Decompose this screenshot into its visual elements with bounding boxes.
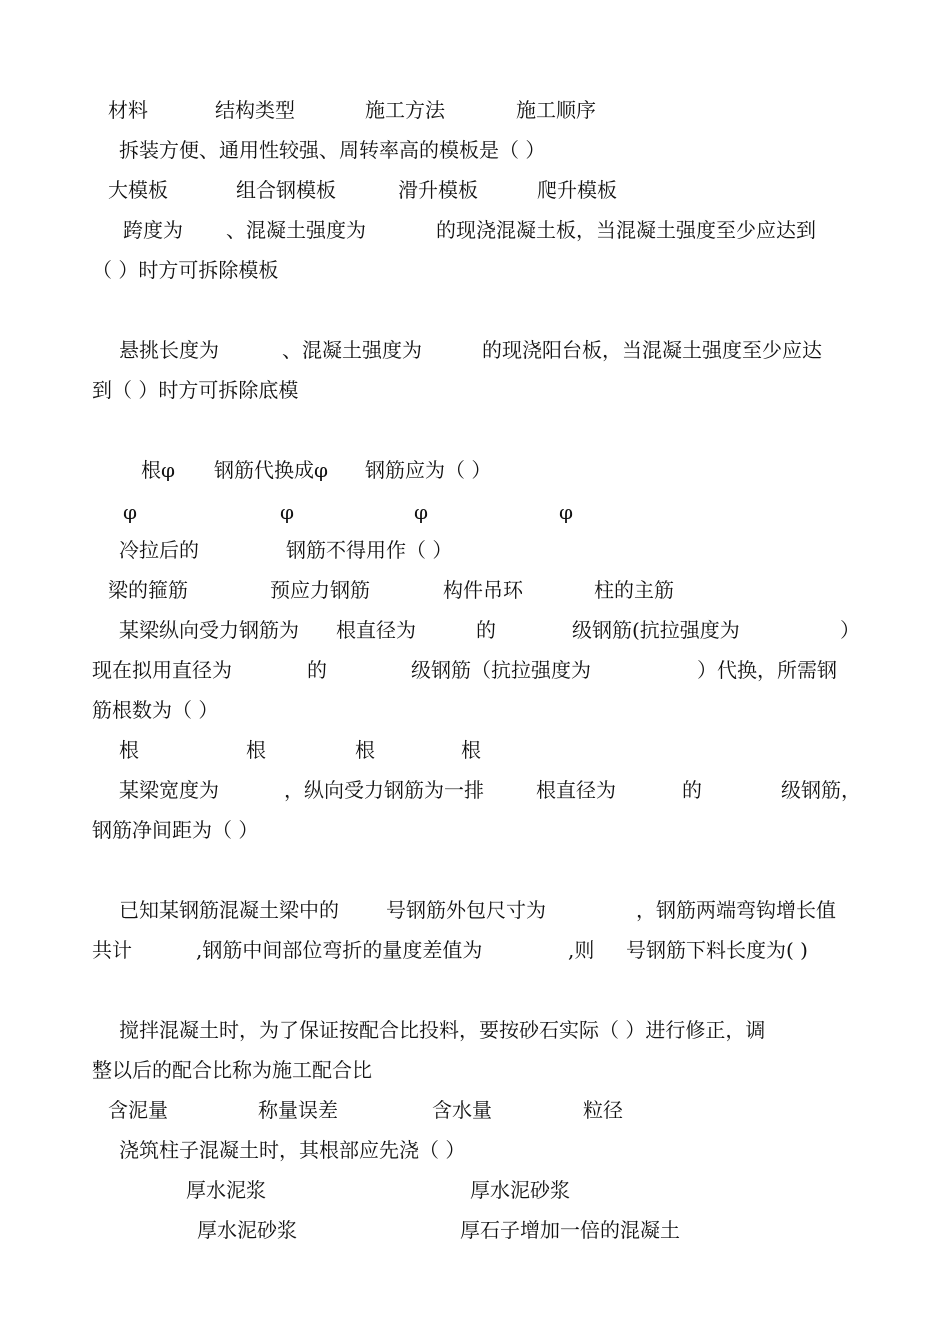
option-text: 柱的主筋 <box>594 578 674 602</box>
question-text: 某梁纵向受力钢筋为 <box>119 618 299 642</box>
question-text: ，纵向受力钢筋为一排 <box>284 778 484 802</box>
question-text: 筋根数为（ ） <box>92 698 219 722</box>
question-text: 根φ <box>141 458 176 482</box>
question-text: 钢筋不得用作（ ） <box>286 538 453 562</box>
option-text: 根 <box>355 738 375 762</box>
option-text: 爬升模板 <box>537 178 617 202</box>
option-text: φ <box>559 500 574 524</box>
option-text: 厚水泥砂浆 <box>197 1218 297 1242</box>
option-text: 大模板 <box>108 178 168 202</box>
option-text: φ <box>414 500 429 524</box>
option-text: φ <box>123 500 138 524</box>
question-text: 钢筋代换成φ <box>214 458 329 482</box>
question-text: 的 <box>307 658 327 682</box>
question-text: 号钢筋外包尺寸为 <box>386 898 546 922</box>
option-text: 厚水泥浆 <box>186 1178 266 1202</box>
option-text: φ <box>280 500 295 524</box>
question-text: 的 <box>476 618 496 642</box>
question-text: ）代换，所需钢 <box>697 658 837 682</box>
option-text: 粒径 <box>583 1098 623 1122</box>
option-text: 构件吊环 <box>443 578 523 602</box>
option-text: 含水量 <box>432 1098 492 1122</box>
option-text: 滑升模板 <box>398 178 478 202</box>
question-text: 级钢筋(抗拉强度为 <box>572 618 740 642</box>
question-text: ） <box>840 618 860 642</box>
question-text: 、混凝土强度为 <box>226 218 366 242</box>
question-text: 某梁宽度为 <box>119 778 219 802</box>
option-text: 含泥量 <box>108 1098 168 1122</box>
question-text: 根直径为 <box>336 618 416 642</box>
question-text: 跨度为 <box>123 218 183 242</box>
question-text: 冷拉后的 <box>119 538 199 562</box>
option-text: 施工顺序 <box>516 98 596 122</box>
question-text: 拆装方便、通用性较强、周转率高的模板是（ ） <box>119 138 546 162</box>
option-text: 施工方法 <box>365 98 445 122</box>
question-text: 的现浇混凝土板，当混凝土强度至少应达到 <box>436 218 816 242</box>
question-text: 级钢筋， <box>781 778 861 802</box>
question-text: 根直径为 <box>536 778 616 802</box>
question-text: 号钢筋下料长度为( ) <box>626 938 808 962</box>
question-text: 级钢筋（抗拉强度为 <box>411 658 591 682</box>
question-text: 、混凝土强度为 <box>282 338 422 362</box>
question-text: （ ）时方可拆除模板 <box>92 258 279 282</box>
question-text: 浇筑柱子混凝土时，其根部应先浇（ ） <box>119 1138 466 1162</box>
question-text: 钢筋净间距为（ ） <box>92 818 259 842</box>
question-text: 到（ ）时方可拆除底模 <box>92 378 299 402</box>
option-text: 根 <box>461 738 481 762</box>
question-text: ,则 <box>568 938 595 962</box>
option-text: 根 <box>119 738 139 762</box>
question-text: 搅拌混凝土时，为了保证按配合比投料，要按砂石实际（ ）进行修正，调 <box>119 1018 766 1042</box>
question-text: 共计 <box>92 938 132 962</box>
option-text: 根 <box>246 738 266 762</box>
question-text: 的现浇阳台板，当混凝土强度至少应达 <box>482 338 822 362</box>
option-text: 称量误差 <box>258 1098 338 1122</box>
question-text: 的 <box>682 778 702 802</box>
option-text: 梁的箍筋 <box>108 578 188 602</box>
question-text: 钢筋应为（ ） <box>365 458 492 482</box>
question-text: 悬挑长度为 <box>119 338 219 362</box>
question-text: ,钢筋中间部位弯折的量度差值为 <box>196 938 483 962</box>
option-text: 预应力钢筋 <box>270 578 370 602</box>
question-text: 已知某钢筋混凝土梁中的 <box>119 898 339 922</box>
question-text: 整以后的配合比称为施工配合比 <box>92 1058 372 1082</box>
question-text: 现在拟用直径为 <box>92 658 232 682</box>
option-text: 材料 <box>108 98 148 122</box>
question-text: ，钢筋两端弯钩增长值 <box>636 898 836 922</box>
option-text: 结构类型 <box>215 98 295 122</box>
option-text: 组合钢模板 <box>236 178 336 202</box>
option-text: 厚水泥砂浆 <box>470 1178 570 1202</box>
option-text: 厚石子增加一倍的混凝土 <box>460 1218 680 1242</box>
